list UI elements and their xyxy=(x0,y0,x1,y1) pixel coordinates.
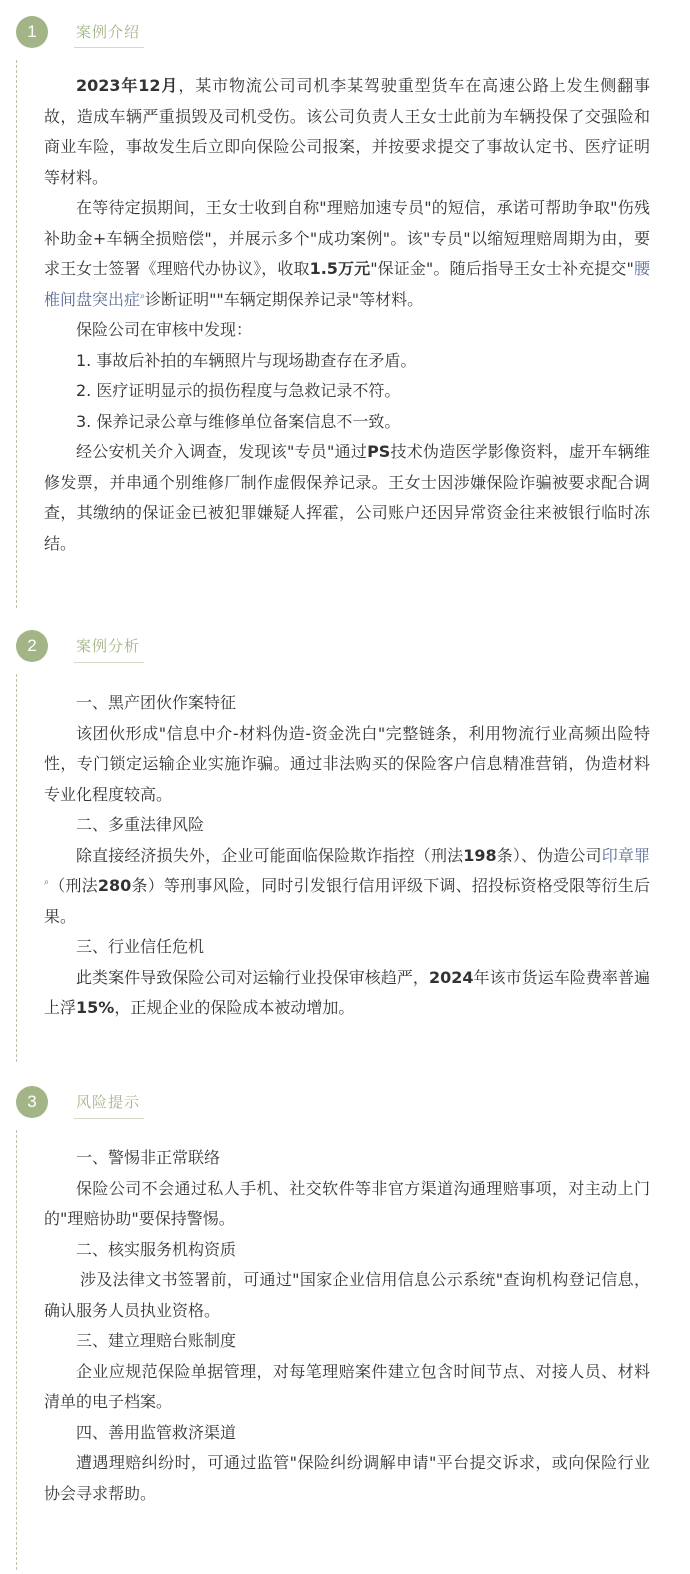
section-number-badge: 1 xyxy=(16,16,48,48)
search-icon[interactable]: ⌕ xyxy=(140,291,146,302)
subheading: 四、善用监管救济渠道 xyxy=(76,1422,237,1442)
paragraph: 在等待定损期间，王女士收到自称"理赔加速专员"的短信，承诺可帮助争取"伤残补助金+车辆全损赔偿"，并展示多个"成功案例"。该"专员"以缩短理赔周期为由，要求王女士签署《理赔代办协议》，收取1.5万元"保证金"。随后指导王女士补充提交"腰椎间盘突出症⌕诊断证明""车辆定期保养记录"等材料。 xyxy=(44,198,650,309)
subheading: 一、黑产团伙作案特征 xyxy=(76,693,237,712)
section-title: 案例分析 xyxy=(76,637,141,655)
keyword-link[interactable]: 印章罪 xyxy=(601,845,650,865)
section-dashed-line xyxy=(16,1130,17,1570)
section-number-badge: 2 xyxy=(16,630,48,662)
list-item: 1. 事故后补拍的车辆照片与现场勘查存在矛盾。 xyxy=(76,350,417,370)
paragraph: 此类案件导致保险公司对运输行业投保审核趋严，2024年该市货运车险费率普遍上浮15%，正规企业的保险成本被动增加。 xyxy=(44,967,650,1017)
paragraph: 保险公司在审核中发现： xyxy=(76,320,253,339)
subheading: 三、建立理赔台账制度 xyxy=(76,1331,237,1350)
search-icon[interactable]: ⌕ xyxy=(44,877,50,888)
paragraph: 除直接经济损失外，企业可能面临保险欺诈指控（刑法198条）、伪造公司印章罪⌕（刑法280条）等刑事风险，同时引发银行信用评级下调、招投标资格受限等衍生后果。 xyxy=(44,845,650,926)
list-item: 2. 医疗证明显示的损伤程度与急救记录不符。 xyxy=(76,381,401,400)
subheading: 二、核实服务机构资质 xyxy=(76,1239,237,1259)
paragraph: 经公安机关介入调查，发现该"专员"通过PS技术伪造医学影像资料，虚开车辆维修发票，并串通个别维修厂制作虚假保养记录。王女士因涉嫌保险诈骗被要求配合调查，其缴纳的保证金已被犯罪嫌疑人挥霍，公司账户还因异常资金往来被银行临时冻结。 xyxy=(44,442,650,553)
title-divider xyxy=(74,1118,144,1119)
section-number-badge: 3 xyxy=(16,1086,48,1118)
paragraph: 涉及法律文书签署前，可通过"国家企业信用信息公示系统"查询机构登记信息，确认服务人员执业资格。 xyxy=(44,1270,650,1320)
subheading: 一、警惕非正常联络 xyxy=(76,1148,221,1167)
paragraph: 该团伙形成"信息中介-材料伪造-资金洗白"完整链条，利用物流行业高频出险特性，专门锁定运输企业实施诈骗。通过非法购买的保险客户信息精准营销，伪造材料专业化程度较高。 xyxy=(44,723,650,804)
paragraph: 遭遇理赔纠纷时，可通过监管"保险纠纷调解申请"平台提交诉求，或向保险行业协会寻求帮助。 xyxy=(44,1453,650,1503)
paragraph: 企业应规范保险单据管理，对每笔理赔案件建立包含时间节点、对接人员、材料清单的电子档案。 xyxy=(44,1361,650,1411)
subheading: 二、多重法律风险 xyxy=(76,815,205,834)
paragraph: 2023年12月，某市物流公司司机李某驾驶重型货车在高速公路上发生侧翻事故，造成车辆严重损毁及司机受伤。该公司负责人王女士此前为车辆投保了交强险和商业车险，事故发生后立即向保险公司报案，并按要求提交了事故认定书、医疗证明等材料。 xyxy=(44,76,650,187)
section-body xyxy=(44,1143,650,1509)
section-title: 案例介绍 xyxy=(76,23,141,41)
keyword-link[interactable]: 腰椎间盘突出症 xyxy=(44,259,650,309)
section-title: 风险提示 xyxy=(76,1093,141,1111)
subheading: 三、行业信任危机 xyxy=(76,937,205,956)
list-item: 3. 保养记录公章与维修单位备案信息不一致。 xyxy=(76,411,401,431)
paragraph: 保险公司不会通过私人手机、社交软件等非官方渠道沟通理赔事项，对主动上门的"理赔协助"要保持警惕。 xyxy=(44,1178,650,1228)
